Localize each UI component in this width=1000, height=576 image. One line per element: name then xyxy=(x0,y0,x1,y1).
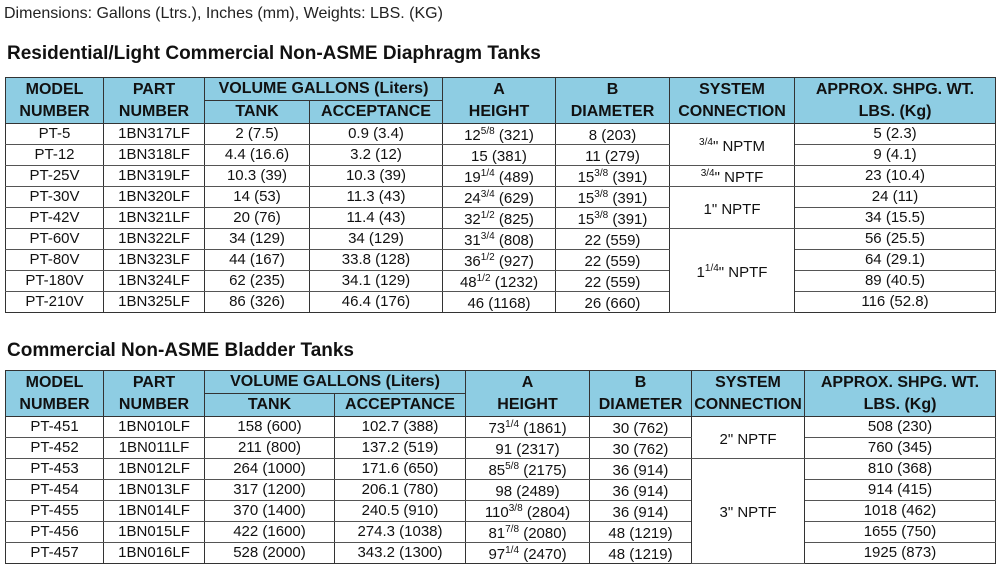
height-cell xyxy=(443,250,556,271)
table-row xyxy=(6,292,996,313)
height-cell xyxy=(443,229,556,250)
table-row xyxy=(6,250,996,271)
table-row xyxy=(6,271,996,292)
height-inches: 48 xyxy=(459,274,477,291)
height-inches: 110 xyxy=(484,504,509,521)
a-height-header: A HEIGHT xyxy=(466,371,590,417)
acceptance-volume-cell: 137.2 (519) xyxy=(335,438,466,459)
a-height-header: A HEIGHT xyxy=(443,78,556,124)
tank-volume-cell: 422 (1600) xyxy=(205,522,335,543)
height-cell xyxy=(466,459,590,480)
height-cell xyxy=(443,271,556,292)
acceptance-volume-cell: 274.3 (1038) xyxy=(335,522,466,543)
diameter-inches: 48 xyxy=(608,525,626,542)
height-cell xyxy=(443,187,556,208)
height-fraction: 3/4 xyxy=(480,231,495,242)
height-cell xyxy=(443,292,556,313)
diameter-cell xyxy=(556,229,670,250)
height-mm: (2489) xyxy=(516,483,560,500)
diameter-mm: (559) xyxy=(605,253,641,270)
system-connection-cell xyxy=(670,166,795,187)
tank-volume-cell: 20 (76) xyxy=(205,208,310,229)
diameter-inches: 36 xyxy=(612,462,630,479)
part-number-cell: 1BN322LF xyxy=(104,229,205,250)
part-number-cell: 1BN323LF xyxy=(104,250,205,271)
height-cell xyxy=(443,208,556,229)
connection-fraction: 3/4 xyxy=(699,136,713,148)
diameter-mm: (660) xyxy=(605,295,641,312)
tank-volume-cell: 34 (129) xyxy=(205,229,310,250)
part-number-cell: 1BN317LF xyxy=(104,124,205,145)
tank-volume-header: TANK xyxy=(205,101,310,124)
height-mm: (2175) xyxy=(523,462,567,479)
height-mm: (927) xyxy=(498,253,534,270)
diameter-cell xyxy=(590,480,692,501)
height-mm: (381) xyxy=(491,148,527,165)
diameter-cell xyxy=(556,124,670,145)
table-row xyxy=(6,208,996,229)
acceptance-volume-cell: 102.7 (388) xyxy=(335,417,466,438)
shipping-weight-cell: 116 (52.8) xyxy=(795,292,996,313)
diameter-fraction: 3/8 xyxy=(594,210,609,221)
height-mm: (808) xyxy=(498,232,534,249)
model-number-cell: PT-180V xyxy=(6,271,104,292)
table-row xyxy=(6,438,996,459)
connection-type: " NPTF xyxy=(714,169,764,186)
diameter-mm: (203) xyxy=(601,127,637,144)
height-inches: 98 xyxy=(495,483,513,500)
height-inches: 85 xyxy=(488,462,506,479)
diameter-mm: (559) xyxy=(605,274,641,291)
diameter-mm: (391) xyxy=(612,190,648,207)
diameter-inches: 48 xyxy=(608,546,626,563)
part-number-cell: 1BN325LF xyxy=(104,292,205,313)
acceptance-volume-cell: 240.5 (910) xyxy=(335,501,466,522)
model-number-cell: PT-42V xyxy=(6,208,104,229)
height-mm: (2317) xyxy=(516,441,560,458)
table-row xyxy=(6,166,996,187)
height-cell xyxy=(466,438,590,459)
shipping-weight-cell: 9 (4.1) xyxy=(795,145,996,166)
acceptance-volume-cell: 0.9 (3.4) xyxy=(310,124,443,145)
diameter-mm: (914) xyxy=(633,504,669,521)
diameter-cell xyxy=(590,543,692,564)
height-cell xyxy=(443,145,556,166)
tank-volume-cell: 211 (800) xyxy=(205,438,335,459)
tank-volume-cell: 317 (1200) xyxy=(205,480,335,501)
model-number-cell: PT-80V xyxy=(6,250,104,271)
part-number-header: PART NUMBER xyxy=(104,78,205,124)
diameter-cell xyxy=(556,292,670,313)
connection-whole: 2 xyxy=(719,430,728,448)
tank-volume-header: TANK xyxy=(205,394,335,417)
diameter-inches: 36 xyxy=(612,504,630,521)
table-row xyxy=(6,459,996,480)
tank-volume-cell: 528 (2000) xyxy=(205,543,335,564)
diameter-mm: (914) xyxy=(633,483,669,500)
height-fraction: 5/8 xyxy=(480,126,495,137)
height-inches: 36 xyxy=(464,253,481,270)
height-mm: (1168) xyxy=(488,295,531,312)
shipping-weight-cell: 24 (11) xyxy=(795,187,996,208)
table-row xyxy=(6,187,996,208)
height-fraction: 3/8 xyxy=(508,503,523,514)
connection-type: " NPTF xyxy=(711,200,761,218)
tank-volume-cell: 2 (7.5) xyxy=(205,124,310,145)
acceptance-volume-cell: 11.3 (43) xyxy=(310,187,443,208)
model-number-cell: PT-210V xyxy=(6,292,104,313)
system-connection-header: SYSTEM CONNECTION xyxy=(692,371,805,417)
diameter-cell xyxy=(590,501,692,522)
connection-type: " NPTM xyxy=(712,137,765,155)
table2-body xyxy=(6,417,996,564)
table1-body xyxy=(6,124,996,313)
diameter-cell xyxy=(556,145,670,166)
acceptance-volume-cell: 171.6 (650) xyxy=(335,459,466,480)
shipping-weight-cell: 508 (230) xyxy=(805,417,996,438)
height-fraction: 1/4 xyxy=(505,419,520,430)
tank-volume-cell: 62 (235) xyxy=(205,271,310,292)
shipping-weight-cell: 5 (2.3) xyxy=(795,124,996,145)
tank-volume-cell: 158 (600) xyxy=(205,417,335,438)
diameter-cell xyxy=(556,250,670,271)
height-fraction: 1/2 xyxy=(476,273,491,284)
volume-header: VOLUME GALLONS (Liters) xyxy=(205,78,443,101)
height-fraction: 1/4 xyxy=(480,168,495,179)
diameter-mm: (391) xyxy=(612,169,648,186)
height-fraction: 1/2 xyxy=(480,252,495,263)
diameter-mm: (391) xyxy=(612,211,648,228)
acceptance-volume-cell: 33.8 (128) xyxy=(310,250,443,271)
table-row xyxy=(6,145,996,166)
height-cell xyxy=(466,417,590,438)
part-number-cell: 1BN318LF xyxy=(104,145,205,166)
height-inches: 31 xyxy=(464,232,481,249)
shipping-weight-cell: 56 (25.5) xyxy=(795,229,996,250)
model-number-cell: PT-12 xyxy=(6,145,104,166)
height-inches: 46 xyxy=(467,295,485,312)
height-inches: 19 xyxy=(464,169,481,186)
acceptance-volume-header: ACCEPTANCE xyxy=(335,394,466,417)
model-number-cell: PT-30V xyxy=(6,187,104,208)
diameter-inches: 30 xyxy=(612,420,630,437)
model-number-header: MODEL NUMBER xyxy=(6,78,104,124)
shipping-weight-cell: 64 (29.1) xyxy=(795,250,996,271)
b-diameter-header: B DIAMETER xyxy=(556,78,670,124)
connection-type: " NPTF xyxy=(727,430,777,448)
diameter-cell xyxy=(590,417,692,438)
part-number-cell: 1BN013LF xyxy=(104,480,205,501)
diameter-mm: (914) xyxy=(633,462,669,479)
diameter-inches: 26 xyxy=(584,295,602,312)
system-connection-cell xyxy=(670,229,795,313)
diameter-inches: 8 xyxy=(588,127,598,144)
tank-volume-cell: 264 (1000) xyxy=(205,459,335,480)
diameter-mm: (762) xyxy=(633,441,669,458)
model-number-cell: PT-455 xyxy=(6,501,104,522)
shipping-weight-cell: 23 (10.4) xyxy=(795,166,996,187)
acceptance-volume-cell: 46.4 (176) xyxy=(310,292,443,313)
tank-volume-cell: 10.3 (39) xyxy=(205,166,310,187)
tank-volume-cell: 4.4 (16.6) xyxy=(205,145,310,166)
part-number-header: PART NUMBER xyxy=(104,371,205,417)
diameter-mm: (559) xyxy=(605,232,641,249)
part-number-cell: 1BN324LF xyxy=(104,271,205,292)
acceptance-volume-cell: 10.3 (39) xyxy=(310,166,443,187)
table-row xyxy=(6,417,996,438)
diameter-inches: 22 xyxy=(584,232,602,249)
height-mm: (825) xyxy=(498,211,534,228)
diameter-mm: (762) xyxy=(633,420,669,437)
height-mm: (629) xyxy=(498,190,534,207)
height-fraction: 1/4 xyxy=(505,545,520,556)
acceptance-volume-header: ACCEPTANCE xyxy=(310,101,443,124)
model-number-cell: PT-454 xyxy=(6,480,104,501)
connection-whole: 1 xyxy=(703,200,712,218)
height-fraction: 5/8 xyxy=(505,461,520,472)
model-number-cell: PT-452 xyxy=(6,438,104,459)
diameter-mm: (1219) xyxy=(629,525,673,542)
acceptance-volume-cell: 34.1 (129) xyxy=(310,271,443,292)
diameter-cell xyxy=(556,187,670,208)
diameter-inches: 30 xyxy=(612,441,630,458)
diameter-inches: 15 xyxy=(577,169,595,186)
tank-volume-cell: 370 (1400) xyxy=(205,501,335,522)
model-number-cell: PT-457 xyxy=(6,543,104,564)
tank-volume-cell: 44 (167) xyxy=(205,250,310,271)
model-number-header: MODEL NUMBER xyxy=(6,371,104,417)
diameter-cell xyxy=(590,522,692,543)
height-inches: 12 xyxy=(464,127,481,144)
system-connection-cell xyxy=(692,417,805,459)
shipping-weight-cell: 810 (368) xyxy=(805,459,996,480)
model-number-cell: PT-451 xyxy=(6,417,104,438)
diameter-cell xyxy=(590,459,692,480)
diameter-mm: (279) xyxy=(604,148,640,165)
part-number-cell: 1BN011LF xyxy=(104,438,205,459)
diameter-inches: 15 xyxy=(577,211,595,228)
height-mm: (2804) xyxy=(526,504,571,521)
acceptance-volume-cell: 34 (129) xyxy=(310,229,443,250)
height-inches: 32 xyxy=(464,211,481,228)
shipping-weight-cell: 1925 (873) xyxy=(805,543,996,564)
bladder-tanks-table xyxy=(5,370,996,564)
table-row xyxy=(6,501,996,522)
diameter-cell xyxy=(556,208,670,229)
system-connection-cell xyxy=(670,187,795,229)
connection-type: " NPTF xyxy=(727,504,777,521)
system-connection-cell xyxy=(692,459,805,564)
shipping-weight-cell: 1655 (750) xyxy=(805,522,996,543)
height-inches: 73 xyxy=(488,420,506,437)
dimensions-note: Dimensions: Gallons (Ltrs.), Inches (mm), Weights: LBS. (KG) xyxy=(4,5,443,22)
diameter-inches: 22 xyxy=(584,253,602,270)
height-cell xyxy=(443,166,556,187)
volume-header: VOLUME GALLONS (Liters) xyxy=(205,371,466,394)
diameter-inches: 36 xyxy=(612,483,630,500)
part-number-cell: 1BN319LF xyxy=(104,166,205,187)
height-inches: 97 xyxy=(488,546,506,563)
height-inches: 15 xyxy=(471,148,488,165)
diameter-mm: (1219) xyxy=(629,546,673,563)
height-cell xyxy=(466,522,590,543)
connection-whole: 3 xyxy=(719,504,728,521)
model-number-cell: PT-5 xyxy=(6,124,104,145)
height-fraction: 1/2 xyxy=(480,210,495,221)
height-cell xyxy=(466,543,590,564)
acceptance-volume-cell: 3.2 (12) xyxy=(310,145,443,166)
model-number-cell: PT-453 xyxy=(6,459,104,480)
table-row xyxy=(6,522,996,543)
shipping-weight-cell: 1018 (462) xyxy=(805,501,996,522)
shipping-weight-header: APPROX. SHPG. WT. LBS. (Kg) xyxy=(795,78,996,124)
diameter-cell xyxy=(556,166,670,187)
height-mm: (1232) xyxy=(494,274,539,291)
acceptance-volume-cell: 11.4 (43) xyxy=(310,208,443,229)
diameter-inches: 15 xyxy=(577,190,595,207)
height-mm: (2470) xyxy=(523,546,567,563)
table2-title: Commercial Non-ASME Bladder Tanks xyxy=(7,340,355,361)
system-connection-header: SYSTEM CONNECTION xyxy=(670,78,795,124)
height-mm: (2080) xyxy=(523,525,567,542)
tank-volume-cell: 86 (326) xyxy=(205,292,310,313)
part-number-cell: 1BN015LF xyxy=(104,522,205,543)
part-number-cell: 1BN016LF xyxy=(104,543,205,564)
height-cell xyxy=(466,480,590,501)
height-cell xyxy=(466,501,590,522)
part-number-cell: 1BN014LF xyxy=(104,501,205,522)
diaphragm-tanks-table xyxy=(5,77,996,313)
height-mm: (321) xyxy=(498,127,534,144)
diameter-inches: 22 xyxy=(584,274,602,291)
shipping-weight-cell: 89 (40.5) xyxy=(795,271,996,292)
connection-whole: 1 xyxy=(696,263,705,281)
acceptance-volume-cell: 206.1 (780) xyxy=(335,480,466,501)
tank-volume-cell: 14 (53) xyxy=(205,187,310,208)
table-row xyxy=(6,229,996,250)
table-row xyxy=(6,124,996,145)
height-inches: 24 xyxy=(464,190,481,207)
diameter-cell xyxy=(556,271,670,292)
part-number-cell: 1BN010LF xyxy=(104,417,205,438)
shipping-weight-cell: 34 (15.5) xyxy=(795,208,996,229)
height-cell xyxy=(443,124,556,145)
model-number-cell: PT-25V xyxy=(6,166,104,187)
diameter-cell xyxy=(590,438,692,459)
shipping-weight-cell: 914 (415) xyxy=(805,480,996,501)
diameter-fraction: 3/8 xyxy=(594,189,609,200)
part-number-cell: 1BN012LF xyxy=(104,459,205,480)
height-fraction: 3/4 xyxy=(480,189,495,200)
system-connection-cell xyxy=(670,124,795,166)
table-row xyxy=(6,543,996,564)
b-diameter-header: B DIAMETER xyxy=(590,371,692,417)
height-mm: (489) xyxy=(498,169,534,186)
part-number-cell: 1BN320LF xyxy=(104,187,205,208)
model-number-cell: PT-456 xyxy=(6,522,104,543)
part-number-cell: 1BN321LF xyxy=(104,208,205,229)
height-inches: 91 xyxy=(495,441,513,458)
connection-fraction: 1/4 xyxy=(704,262,719,274)
diameter-inches: 11 xyxy=(585,148,601,165)
height-inches: 81 xyxy=(488,525,506,542)
connection-type: " NPTF xyxy=(718,263,768,281)
shipping-weight-cell: 760 (345) xyxy=(805,438,996,459)
acceptance-volume-cell: 343.2 (1300) xyxy=(335,543,466,564)
connection-fraction: 3/4 xyxy=(700,168,715,179)
table1-title: Residential/Light Commercial Non-ASME Diaphragm Tanks xyxy=(7,43,541,64)
model-number-cell: PT-60V xyxy=(6,229,104,250)
table-row xyxy=(6,480,996,501)
height-mm: (1861) xyxy=(523,420,567,437)
height-fraction: 7/8 xyxy=(505,524,520,535)
diameter-fraction: 3/8 xyxy=(594,168,609,179)
shipping-weight-header: APPROX. SHPG. WT. LBS. (Kg) xyxy=(805,371,996,417)
